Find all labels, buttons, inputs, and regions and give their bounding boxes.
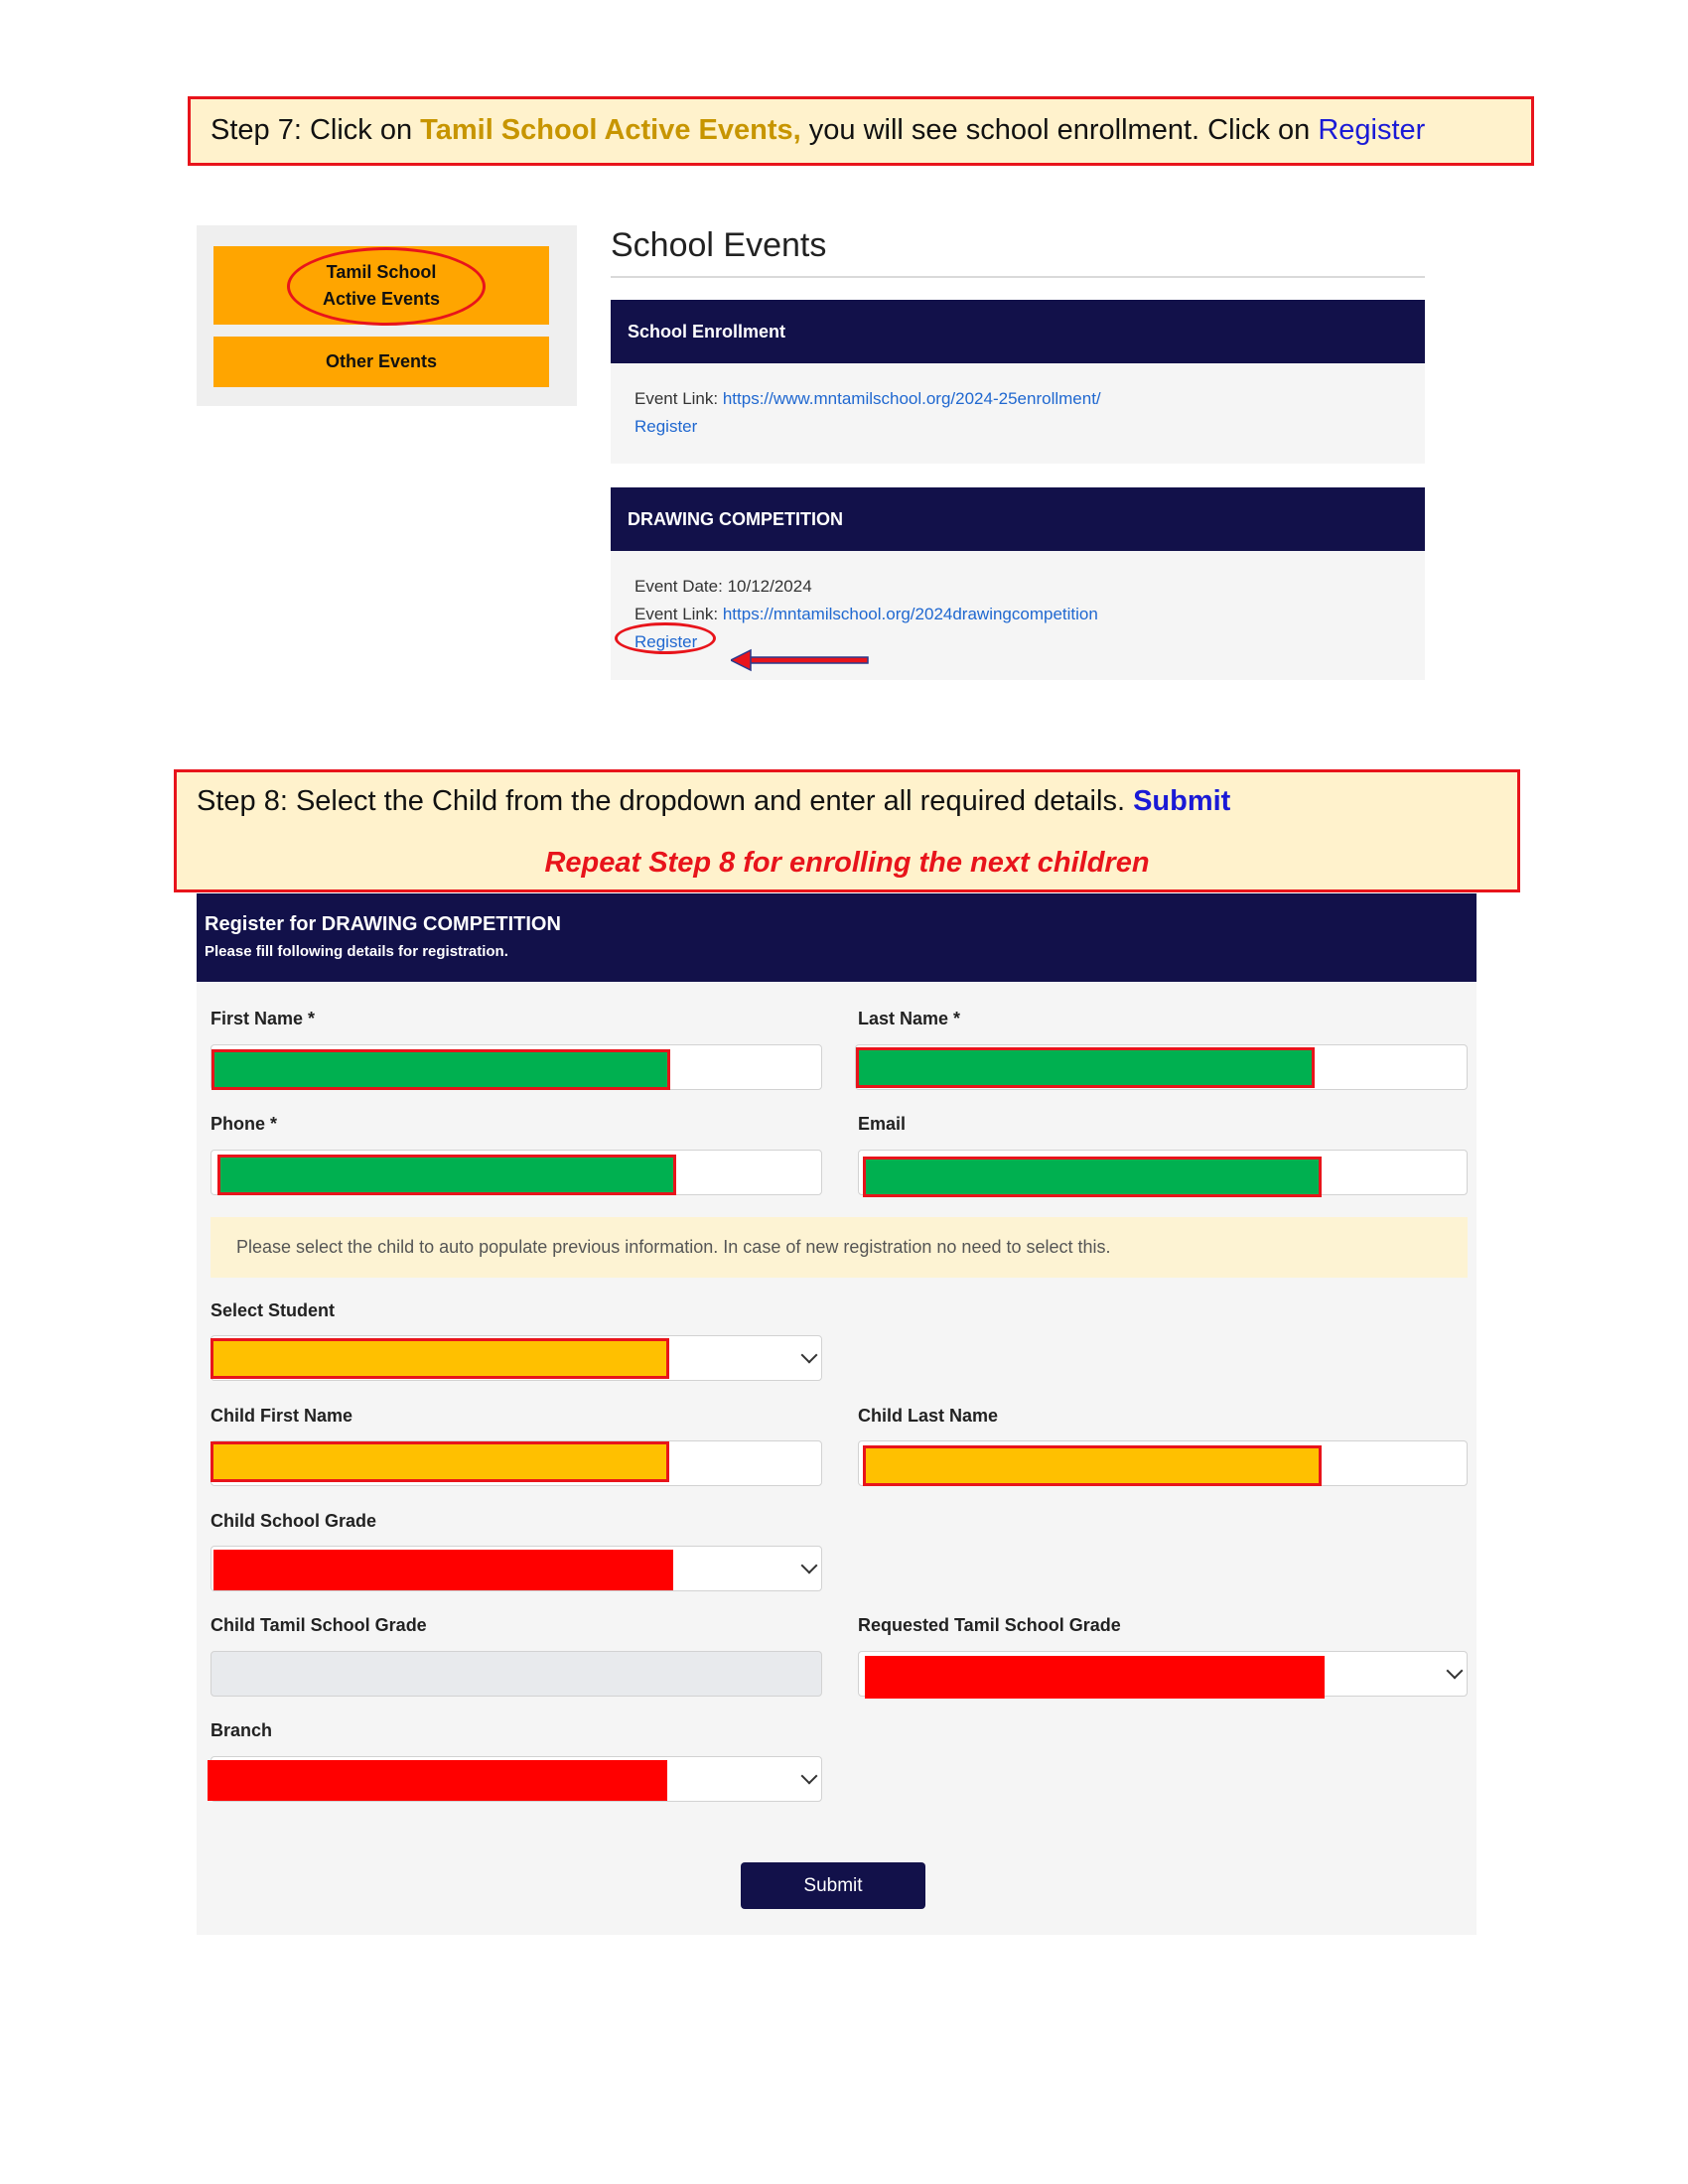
active-events-line2: Active Events <box>322 288 441 309</box>
child-first-name-input[interactable] <box>211 1440 822 1486</box>
school-events-title: School Events <box>611 226 827 264</box>
email-input[interactable] <box>858 1150 1468 1195</box>
event-date-row <box>634 577 812 597</box>
redacted-value <box>208 1760 667 1801</box>
arrow-left-icon <box>731 648 870 672</box>
last-name-input[interactable] <box>855 1044 1468 1090</box>
register-highlight-circle <box>615 622 716 654</box>
school-enrollment-header <box>611 300 1425 363</box>
chevron-down-icon <box>1447 1663 1464 1680</box>
redacted-value <box>213 1550 673 1590</box>
event-link-url[interactable]: https://www.mntamilschool.org/2024-25enrollment/ <box>722 389 1101 408</box>
step7-highlight: Tamil School Active Events, <box>420 114 801 146</box>
drawing-competition-title: DRAWING COMPETITION <box>628 508 843 529</box>
step8-text <box>197 785 1230 818</box>
form-subtitle: Please fill following details for registration. <box>205 943 508 960</box>
step7-callout <box>188 96 1534 166</box>
redacted-value <box>856 1047 1315 1088</box>
school-enrollment-body <box>611 363 1425 464</box>
select-student-label: Select Student <box>211 1300 336 1320</box>
select-student-dropdown[interactable] <box>211 1335 822 1381</box>
event-link-row <box>634 389 1101 409</box>
requested-tamil-grade-dropdown[interactable] <box>858 1651 1468 1697</box>
child-last-name-input[interactable] <box>858 1440 1468 1486</box>
requested-tamil-grade-label: Requested Tamil School Grade <box>858 1615 1121 1635</box>
event-date-label: Event Date: <box>634 577 723 596</box>
redacted-value <box>217 1155 676 1195</box>
redacted-value <box>863 1445 1322 1486</box>
first-name-input[interactable] <box>211 1044 822 1090</box>
chevron-down-icon <box>801 1768 818 1785</box>
form-header <box>197 893 1477 982</box>
highlight-circle <box>287 247 486 326</box>
child-school-grade-label: Child School Grade <box>211 1511 377 1531</box>
step7-middle: you will see school enrollment. Click on <box>800 114 1319 146</box>
chevron-down-icon <box>801 1347 818 1364</box>
active-events-line1: Tamil School <box>326 262 437 283</box>
other-events-label: Other Events <box>325 351 438 372</box>
step8-callout <box>174 769 1520 892</box>
redacted-value <box>211 1338 669 1379</box>
auto-populate-info: Please select the child to auto populate previous information. In case of new registration no need to select this. <box>211 1217 1468 1278</box>
child-first-name-label: Child First Name <box>211 1406 353 1426</box>
register-link[interactable]: Register <box>634 417 698 436</box>
child-school-grade-dropdown[interactable] <box>211 1546 822 1591</box>
other-events-button[interactable] <box>213 337 549 387</box>
drawing-competition-header <box>611 487 1425 551</box>
last-name-label: Last Name * <box>858 1009 961 1028</box>
step8-submit: Submit <box>1133 785 1231 817</box>
child-tamil-grade-label: Child Tamil School Grade <box>211 1615 427 1635</box>
step8-prefix: Step 8: Select the Child from the dropdown and enter all required details. <box>197 785 1134 817</box>
event-link-label: Event Link: <box>634 389 719 408</box>
event-link-row <box>634 605 1098 624</box>
child-tamil-grade-input <box>211 1651 822 1697</box>
event-date-value: 10/12/2024 <box>727 577 812 596</box>
email-label: Email <box>858 1114 907 1134</box>
step7-register-link: Register <box>1318 114 1426 146</box>
redacted-value <box>211 1441 669 1482</box>
redacted-value <box>865 1656 1325 1699</box>
form-title: Register for DRAWING COMPETITION <box>205 913 561 935</box>
phone-label: Phone * <box>211 1114 278 1134</box>
phone-input[interactable] <box>211 1150 822 1195</box>
school-enrollment-title: School Enrollment <box>628 321 786 341</box>
redacted-value <box>211 1049 670 1090</box>
submit-button[interactable]: Submit <box>741 1862 925 1909</box>
first-name-label: First Name * <box>211 1009 316 1028</box>
redacted-value <box>863 1157 1322 1197</box>
event-link-url[interactable]: https://mntamilschool.org/2024drawingcompetition <box>722 605 1098 623</box>
step7-text <box>211 114 1425 147</box>
branch-dropdown[interactable] <box>211 1756 822 1802</box>
branch-label: Branch <box>211 1720 273 1740</box>
event-link-label: Event Link: <box>634 605 719 623</box>
child-last-name-label: Child Last Name <box>858 1406 999 1426</box>
step7-prefix: Step 7: Click on <box>211 114 421 146</box>
school-events-divider <box>611 276 1425 278</box>
repeat-note: Repeat Step 8 for enrolling the next children <box>544 847 1150 879</box>
register-link[interactable]: Register <box>634 632 698 651</box>
chevron-down-icon <box>801 1558 818 1574</box>
